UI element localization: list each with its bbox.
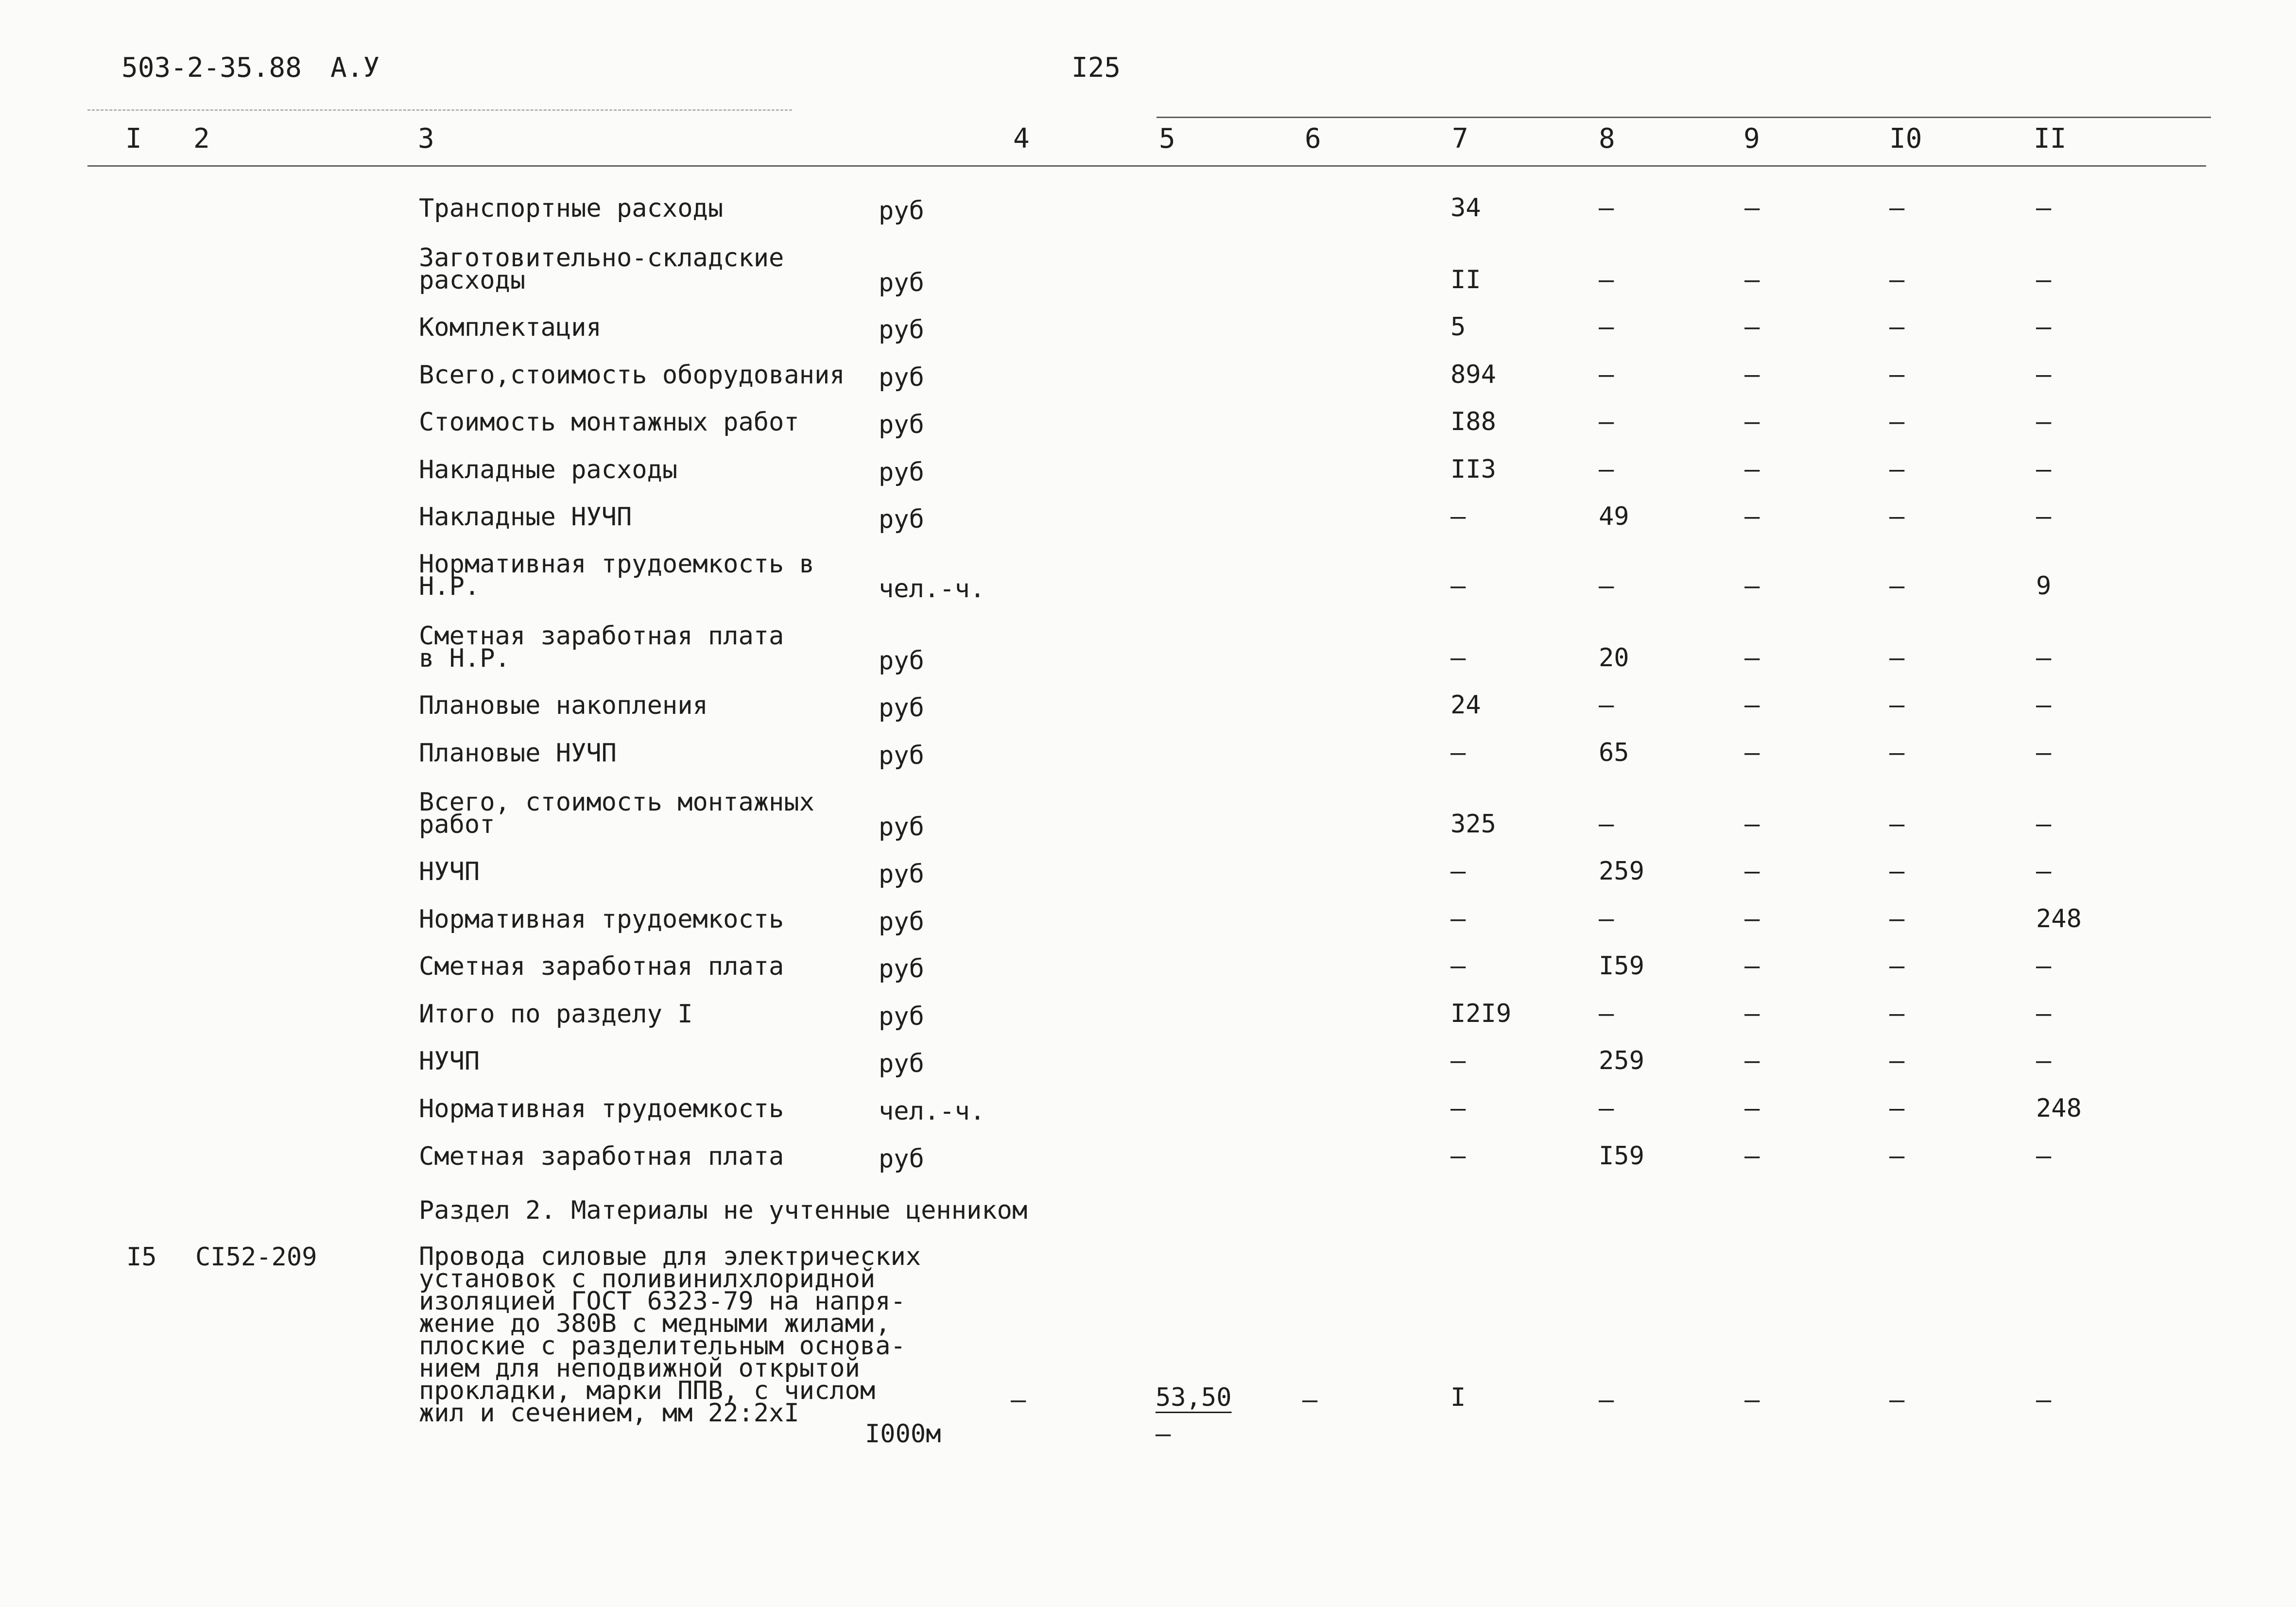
row-value-c10: – — [1889, 312, 1905, 342]
item-15-number: I5 — [126, 1243, 157, 1272]
row-label: Накладные расходы — [419, 455, 678, 484]
item-15-col8: – — [1599, 1385, 1614, 1415]
row-unit: руб — [879, 363, 924, 392]
item-15-col4: – — [1011, 1385, 1026, 1415]
row-value-c11: 9 — [2036, 571, 2052, 601]
row-value-c7: 34 — [1450, 193, 1481, 223]
row-unit: руб — [879, 741, 924, 770]
item-15-col7: I — [1450, 1383, 1466, 1412]
row-unit: руб — [879, 693, 924, 723]
row-value-c10: – — [1889, 857, 1905, 886]
row-value-c9: – — [1744, 951, 1760, 981]
row-value-c10: – — [1889, 1094, 1905, 1123]
row-label: Заготовительно-складские расходы — [419, 243, 784, 295]
row-unit: чел.-ч. — [879, 1097, 985, 1126]
row-unit: руб — [879, 268, 924, 297]
row-value-c7: – — [1450, 643, 1466, 673]
row-unit: руб — [879, 458, 924, 487]
row-unit: руб — [879, 410, 924, 439]
row-label: Стоимость монтажных работ — [419, 408, 799, 437]
table-top-rule-right — [1157, 117, 2211, 118]
row-value-c10: – — [1889, 951, 1905, 981]
column-header-10: I0 — [1889, 123, 1922, 155]
item-15-col5-price: 53,50 — [1156, 1383, 1232, 1412]
column-header-11: II — [2034, 123, 2067, 155]
row-label: Плановые накопления — [419, 691, 708, 720]
row-label: Транспортные расходы — [419, 194, 724, 223]
row-value-c11: – — [2036, 407, 2052, 436]
row-value-c11: – — [2036, 360, 2052, 389]
row-value-c11: – — [2036, 810, 2052, 839]
item-15-col9: – — [1744, 1385, 1760, 1415]
row-value-c8: I59 — [1599, 1141, 1644, 1171]
row-value-c7: II3 — [1450, 455, 1496, 484]
row-value-c9: – — [1744, 407, 1760, 436]
row-unit: руб — [879, 505, 924, 534]
row-value-c7: – — [1450, 1141, 1466, 1171]
row-value-c9: – — [1744, 265, 1760, 294]
row-value-c9: – — [1744, 643, 1760, 673]
row-value-c10: – — [1889, 691, 1905, 720]
row-value-c8: – — [1599, 265, 1614, 294]
row-unit: руб — [879, 812, 924, 842]
row-unit: руб — [879, 1144, 924, 1174]
row-value-c9: – — [1744, 691, 1760, 720]
column-header-8: 8 — [1599, 123, 1615, 155]
row-value-c7: – — [1450, 1094, 1466, 1123]
item-15-code: CI52-209 — [195, 1243, 317, 1272]
row-value-c8: 49 — [1599, 502, 1629, 531]
row-label: Нормативная трудоемкость — [419, 1094, 784, 1123]
row-value-c9: – — [1744, 571, 1760, 601]
row-value-c8: – — [1599, 360, 1614, 389]
row-label: Комплектация — [419, 313, 602, 342]
row-value-c9: – — [1744, 502, 1760, 531]
row-label: Итого по разделу I — [419, 1000, 693, 1029]
column-header-3: 3 — [418, 123, 434, 155]
row-value-c10: – — [1889, 1141, 1905, 1171]
row-value-c10: – — [1889, 643, 1905, 673]
row-value-c8: – — [1599, 999, 1614, 1028]
row-value-c11: 248 — [2036, 904, 2082, 933]
item-15-col11: – — [2036, 1385, 2052, 1415]
column-header-9: 9 — [1744, 123, 1760, 155]
row-value-c8: 20 — [1599, 643, 1629, 673]
row-value-c7: – — [1450, 502, 1466, 531]
item-15-col6: – — [1302, 1385, 1318, 1415]
row-unit: руб — [879, 1002, 924, 1031]
row-value-c9: – — [1744, 1094, 1760, 1123]
row-value-c7: – — [1450, 857, 1466, 886]
row-unit: руб — [879, 954, 924, 984]
row-value-c9: – — [1744, 904, 1760, 933]
row-value-c7: 5 — [1450, 312, 1466, 342]
row-label: Нормативная трудоемкость в Н.Р. — [419, 550, 814, 601]
row-value-c10: – — [1889, 810, 1905, 839]
row-unit: руб — [879, 646, 924, 675]
row-value-c10: – — [1889, 999, 1905, 1028]
row-value-c7: I2I9 — [1450, 999, 1512, 1028]
row-value-c11: – — [2036, 857, 2052, 886]
section-2-title: Раздел 2. Материалы не учтенные ценником — [419, 1196, 1028, 1225]
header-bottom-rule — [87, 165, 2206, 167]
row-value-c8: – — [1599, 1094, 1614, 1123]
page-number: I25 — [1071, 52, 1121, 84]
row-value-c11: – — [2036, 502, 2052, 531]
row-unit: руб — [879, 315, 924, 345]
row-value-c10: – — [1889, 904, 1905, 933]
column-header-4: 4 — [1013, 123, 1030, 155]
row-value-c8: – — [1599, 312, 1614, 342]
row-value-c7: – — [1450, 904, 1466, 933]
row-value-c9: – — [1744, 193, 1760, 223]
row-value-c7: 894 — [1450, 360, 1496, 389]
row-unit: руб — [879, 907, 924, 936]
row-value-c10: – — [1889, 193, 1905, 223]
row-unit: руб — [879, 1049, 924, 1078]
row-value-c8: 259 — [1599, 1046, 1644, 1075]
row-value-c11: – — [2036, 1141, 2052, 1171]
row-value-c11: – — [2036, 455, 2052, 484]
row-value-c7: – — [1450, 571, 1466, 601]
row-value-c9: – — [1744, 999, 1760, 1028]
row-value-c10: – — [1889, 360, 1905, 389]
row-value-c11: – — [2036, 738, 2052, 767]
item-15-unit: I000м — [865, 1419, 941, 1449]
row-label: НУЧП — [419, 857, 480, 886]
row-label: Сметная заработная плата в Н.Р. — [419, 622, 784, 673]
row-value-c9: – — [1744, 1046, 1760, 1075]
column-header-6: 6 — [1305, 123, 1321, 155]
row-value-c9: – — [1744, 360, 1760, 389]
row-value-c11: – — [2036, 193, 2052, 223]
column-header-7: 7 — [1452, 123, 1468, 155]
row-value-c11: 248 — [2036, 1094, 2082, 1123]
row-label: Накладные НУЧП — [419, 502, 632, 532]
row-value-c9: – — [1744, 810, 1760, 839]
row-value-c11: – — [2036, 265, 2052, 294]
row-value-c11: – — [2036, 643, 2052, 673]
row-value-c8: 259 — [1599, 857, 1644, 886]
row-value-c10: – — [1889, 455, 1905, 484]
row-label: Нормативная трудоемкость — [419, 905, 784, 934]
row-unit: руб — [879, 196, 924, 225]
row-value-c10: – — [1889, 265, 1905, 294]
row-label: Всего, стоимость монтажных работ — [419, 788, 814, 839]
column-header-1: I — [125, 123, 142, 155]
item-15-col10: – — [1889, 1385, 1905, 1415]
table-top-rule-left — [87, 109, 792, 111]
row-value-c11: – — [2036, 951, 2052, 981]
row-value-c8: – — [1599, 455, 1614, 484]
row-value-c10: – — [1889, 1046, 1905, 1075]
row-value-c9: – — [1744, 312, 1760, 342]
row-label: НУЧП — [419, 1047, 480, 1076]
row-value-c10: – — [1889, 738, 1905, 767]
row-value-c10: – — [1889, 502, 1905, 531]
row-value-c8: – — [1599, 904, 1614, 933]
row-value-c7: II — [1450, 265, 1481, 294]
row-value-c9: – — [1744, 738, 1760, 767]
row-value-c8: I59 — [1599, 951, 1644, 981]
row-value-c9: – — [1744, 455, 1760, 484]
row-value-c11: – — [2036, 691, 2052, 720]
row-value-c11: – — [2036, 999, 2052, 1028]
item-15-description: Провода силовые для электрических установок с поливинилхлоридной изоляцией ГОСТ 6323-79 на напря- жение до 380В с медными жилами, плоские с разделительным основа- нием для неподвижной открытой прокладки, марки ППВ, с числом жил и сечением, мм 22:2хI — [419, 1242, 921, 1428]
row-value-c7: I88 — [1450, 407, 1496, 436]
row-value-c7: 325 — [1450, 810, 1496, 839]
row-label: Всего,стоимость оборудования — [419, 361, 845, 390]
document-code: 503-2-35.88 — [121, 52, 302, 84]
album-code: А.У — [330, 52, 380, 84]
row-value-c9: – — [1744, 857, 1760, 886]
row-value-c7: – — [1450, 1046, 1466, 1075]
row-value-c10: – — [1889, 571, 1905, 601]
row-value-c8: 65 — [1599, 738, 1629, 767]
row-value-c11: – — [2036, 1046, 2052, 1075]
row-value-c8: – — [1599, 193, 1614, 223]
row-value-c8: – — [1599, 571, 1614, 601]
row-value-c8: – — [1599, 691, 1614, 720]
row-label: Сметная заработная плата — [419, 1142, 784, 1171]
row-label: Сметная заработная плата — [419, 952, 784, 981]
row-value-c7: – — [1450, 951, 1466, 981]
row-unit: чел.-ч. — [879, 574, 985, 604]
row-value-c8: – — [1599, 407, 1614, 436]
row-value-c11: – — [2036, 312, 2052, 342]
row-value-c7: – — [1450, 738, 1466, 767]
row-value-c8: – — [1599, 810, 1614, 839]
row-value-c10: – — [1889, 407, 1905, 436]
row-unit: руб — [879, 860, 924, 889]
column-header-5: 5 — [1159, 123, 1175, 155]
item-15-col5-below: – — [1156, 1419, 1171, 1449]
column-header-2: 2 — [193, 123, 210, 155]
row-value-c7: 24 — [1450, 691, 1481, 720]
row-label: Плановые НУЧП — [419, 739, 617, 768]
row-value-c9: – — [1744, 1141, 1760, 1171]
